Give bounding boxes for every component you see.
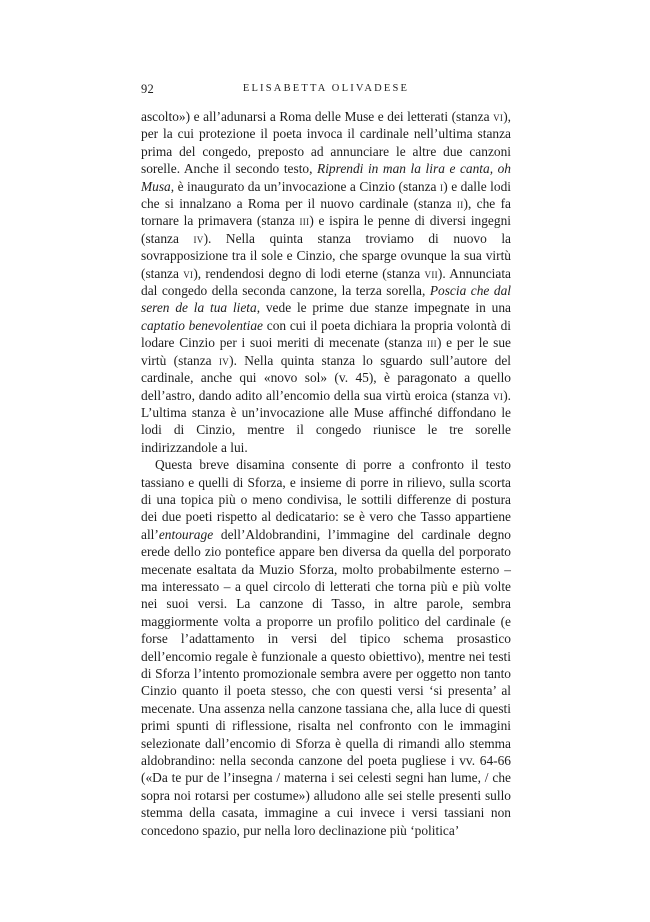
roman-numeral: ii xyxy=(456,196,464,212)
text-run: ). Nella quinta stanza troviamo di nuovo la sovrapposizione tra il sole e Cinzio, che sparge ovunque la sua virtù (stanza xyxy=(141,230,511,281)
running-title: ELISABETTA OLIVADESE xyxy=(242,83,410,94)
text-run: ascolto») e all’adunarsi a Roma delle Muse e dei letterati (stanza xyxy=(141,109,494,124)
text-run: dell’Aldobrandini, l’immagine del cardinale degno erede dello zio pontefice appare ben diversa da quella del porporato mecenate esaltata da Muzio Sforza, molto probabilmente esterno – ma interessato – a quel circolo di letterati che torna più e più volte nei suoi versi. La canzone di Tasso, in altre parole, sembra maggiormente volta a proporre un profilo politico del cardinale (e forse l’adattamento in versi del tipico schema prosastico dell’encomio regale è funzionale a questo obiettivo), mentre nei testi di Sforza l’intento promozionale sembra avere per oggetto non tanto Cinzio quanto il poeta stesso, che con questi versi ‘si presenta’ al mecenate. Una assenza nella canzone tassiana che, alla luce di questi primi spunti di riflessione, risalta nel confronto con le immagini selezionate dall’encomio di Sforza è quella di rimandi allo stemma aldobrandino: nella seconda canzone del poeta pugliese i vv. 64-66 («Da te pur de l’insegna / materna i sei celesti segni han lume, / che sopra noi rotarsi per costume») alludono alle sei stelle presenti sullo stemma della casata, immagine a cui invece i versi tassiani non concedono spazio, pur nella loro declinazione più ‘politica’ xyxy=(141,526,511,838)
text-run: ) e dalle lodi che si innalzano a Roma per il nuovo cardinale (stanza xyxy=(141,178,511,212)
italic-title: Poscia che dal seren de la tua lieta xyxy=(141,283,511,316)
text-run: ). L’ultima stanza è un’invocazione alle Muse affinché diffondano le lodi di Cinzio, mentre il congedo riunisce le tre sorelle indirizzandole a lui. xyxy=(141,387,511,455)
text-run: ). Annunciata dal congedo della seconda canzone, la terza sorella, xyxy=(141,265,512,299)
paragraph-2 xyxy=(141,456,511,839)
italic-title: Riprendi in man la lira e canta, oh Musa xyxy=(141,161,512,194)
roman-numeral: iii xyxy=(427,335,437,351)
text-run: Questa breve disamina consente di porre a confronto il testo tassiano e quelli di Sforza, e insieme di porre in rilievo, sulla scorta di una topica più o meno condivisa, le sottili differenze di postura dei due poeti rispetto al dedicatario: se è vero che Tasso appartiene all’ xyxy=(141,457,511,542)
roman-numeral: iv xyxy=(193,230,204,246)
running-head xyxy=(141,82,511,100)
page-number: 92 xyxy=(141,82,154,96)
text-run: ) e per le sue virtù (stanza xyxy=(141,335,512,368)
text-run: , vede le prime due stanze impegnate in una xyxy=(256,300,511,316)
roman-numeral: vi xyxy=(183,265,194,281)
text-run: ), rendendosi degno di lodi eterne (stanza xyxy=(193,265,425,281)
roman-numeral: i xyxy=(439,178,444,194)
text-run: ) e ispira le penne di diversi ingegni (stanza xyxy=(141,213,511,246)
book-page xyxy=(141,82,511,839)
roman-numeral: iv xyxy=(219,352,230,368)
text-run: , è inaugurato da un’invocazione a Cinzio (stanza xyxy=(170,178,440,194)
roman-numeral: vi xyxy=(493,387,504,403)
text-run: ), che fa tornare la primavera (stanza xyxy=(141,196,511,229)
roman-numeral: iii xyxy=(299,213,310,229)
paragraph-1 xyxy=(141,108,511,456)
text-run: con cui il poeta dichiara la propria volontà di lodare Cinzio per i suoi meriti di mecenate (stanza xyxy=(141,317,511,351)
body-text xyxy=(141,108,511,839)
text-run: ), per la cui protezione il poeta invoca il cardinale nell’ultima stanza prima del congedo, preposto ad annunciare le altre due canzoni sorelle. Anche il secondo testo, xyxy=(141,109,511,177)
italic-term: entourage xyxy=(158,526,214,542)
italic-term: captatio benevolentiae xyxy=(141,317,263,333)
roman-numeral: vi xyxy=(493,109,504,124)
text-run: ). Nella quinta stanza lo sguardo sull’autore del cardinale, anche qui «novo sol» (v. 45), è paragonato a quello dell’astro, dando adito all’encomio della sua virtù eroica (stanza xyxy=(141,352,511,403)
roman-numeral: vii xyxy=(424,265,438,281)
